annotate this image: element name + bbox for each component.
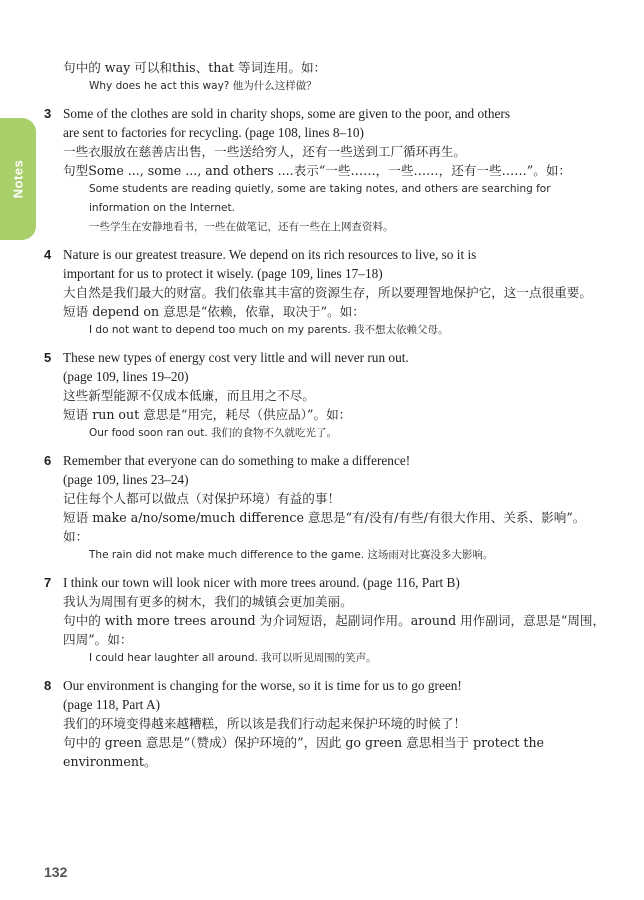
- explanation-line: 短语 depend on 意思是“依赖，依靠，取决于”。如：: [63, 304, 365, 319]
- item-number: 5: [44, 350, 52, 365]
- explanation-line: 四周”。如：: [63, 632, 133, 647]
- sentence-line: are sent to factories for recycling. (page 108, lines 8–10): [63, 125, 364, 140]
- explanation-line: 短语 run out 意思是“用完，耗尽（供应品）”。如：: [63, 407, 352, 422]
- sentence-line: I think our town will look nicer with more trees around. (page 116, Part B): [63, 575, 460, 590]
- example-line: Our food soon ran out. 我们的食物不久就吃光了。: [89, 427, 338, 439]
- intro-text: 句中的 way 可以和this、that 等词连用。如：: [63, 60, 327, 75]
- explanation-line: 句中的 with more trees around 为介词短语，起副词作用。around 用作副词，意思是“周围，: [63, 613, 606, 628]
- sentence-line: Nature is our greatest treasure. We depend on its rich resources to live, so it is: [63, 247, 477, 262]
- note-item-3: [44, 104, 624, 237]
- sentence-line: (page 109, lines 23–24): [63, 472, 189, 487]
- explanation-line: 句中的 green 意思是“（赞成）保护环境的”，因此 go green 意思相当于 protect the: [63, 735, 545, 750]
- example-line: information on the Internet.: [89, 202, 235, 214]
- translation-line: 我认为周围有更多的树木，我们的城镇会更加美丽。: [63, 594, 353, 609]
- note-item-5: [44, 348, 624, 443]
- item-number: 8: [44, 678, 52, 693]
- sentence-line: important for us to protect it wisely. (page 109, lines 17–18): [63, 266, 383, 281]
- explanation-line: 如：: [63, 529, 89, 544]
- sentence-line: (page 109, lines 19–20): [63, 369, 189, 384]
- translation-line: 一些衣服放在慈善店出售，一些送给穷人，还有一些送到工厂循环再生。: [63, 144, 466, 159]
- sentence-line: Remember that everyone can do something to make a difference!: [63, 453, 411, 468]
- notes-side-tab: [0, 118, 36, 240]
- translation-line: 这些新型能源不仅成本低廉，而且用之不尽。: [63, 388, 315, 403]
- sentence-line: (page 118, Part A): [63, 697, 160, 712]
- note-item-8: [44, 676, 624, 771]
- notes-tab-label: Notes: [10, 159, 26, 199]
- note-item-7: [44, 573, 624, 668]
- sentence-line: Some of the clothes are sold in charity shops, some are given to the poor, and others: [63, 106, 511, 121]
- item-number: 7: [44, 575, 52, 590]
- example-translation: 一些学生在安静地看书，一些在做笔记，还有一些在上网查资料。: [89, 221, 394, 233]
- page-content: [44, 58, 624, 771]
- translation-line: 记住每个人都可以做点（对保护环境）有益的事！: [63, 491, 341, 506]
- explanation-line: 句型Some ..., some ..., and others ....表示“一些……，一些……，还有一些……”。如：: [63, 163, 572, 178]
- translation-line: 我们的环境变得越来越糟糕，所以该是我们行动起来保护环境的时候了！: [63, 716, 466, 731]
- example-line: Some students are reading quietly, some are taking notes, and others are searching for: [89, 183, 551, 195]
- explanation-line: 短语 make a/no/some/much difference 意思是“有/没有/有些/有很大作用、关系、影响”。: [63, 510, 586, 525]
- sentence-line: Our environment is changing for the worse, so it is time for us to go green!: [63, 678, 462, 693]
- sentence-line: These new types of energy cost very little and will never run out.: [63, 350, 409, 365]
- item-number: 6: [44, 453, 52, 468]
- example-line: I do not want to depend too much on my parents. 我不想太依赖父母。: [89, 324, 449, 336]
- item-number: 3: [44, 106, 52, 121]
- item-number: 4: [44, 247, 52, 262]
- example-line: I could hear laughter all around. 我可以听见周围的笑声。: [89, 652, 377, 664]
- example-line: The rain did not make much difference to the game. 这场雨对比赛没多大影响。: [89, 549, 494, 561]
- explanation-line: environment。: [63, 754, 157, 769]
- translation-line: 大自然是我们最大的财富。我们依靠其丰富的资源生存，所以要理智地保护它，这一点很重要。: [63, 285, 592, 300]
- page-number: 132: [44, 864, 68, 880]
- note-item-6: [44, 451, 624, 565]
- note-item-4: [44, 245, 624, 340]
- intro-example: Why does he act this way? 他为什么这样做？: [89, 80, 317, 92]
